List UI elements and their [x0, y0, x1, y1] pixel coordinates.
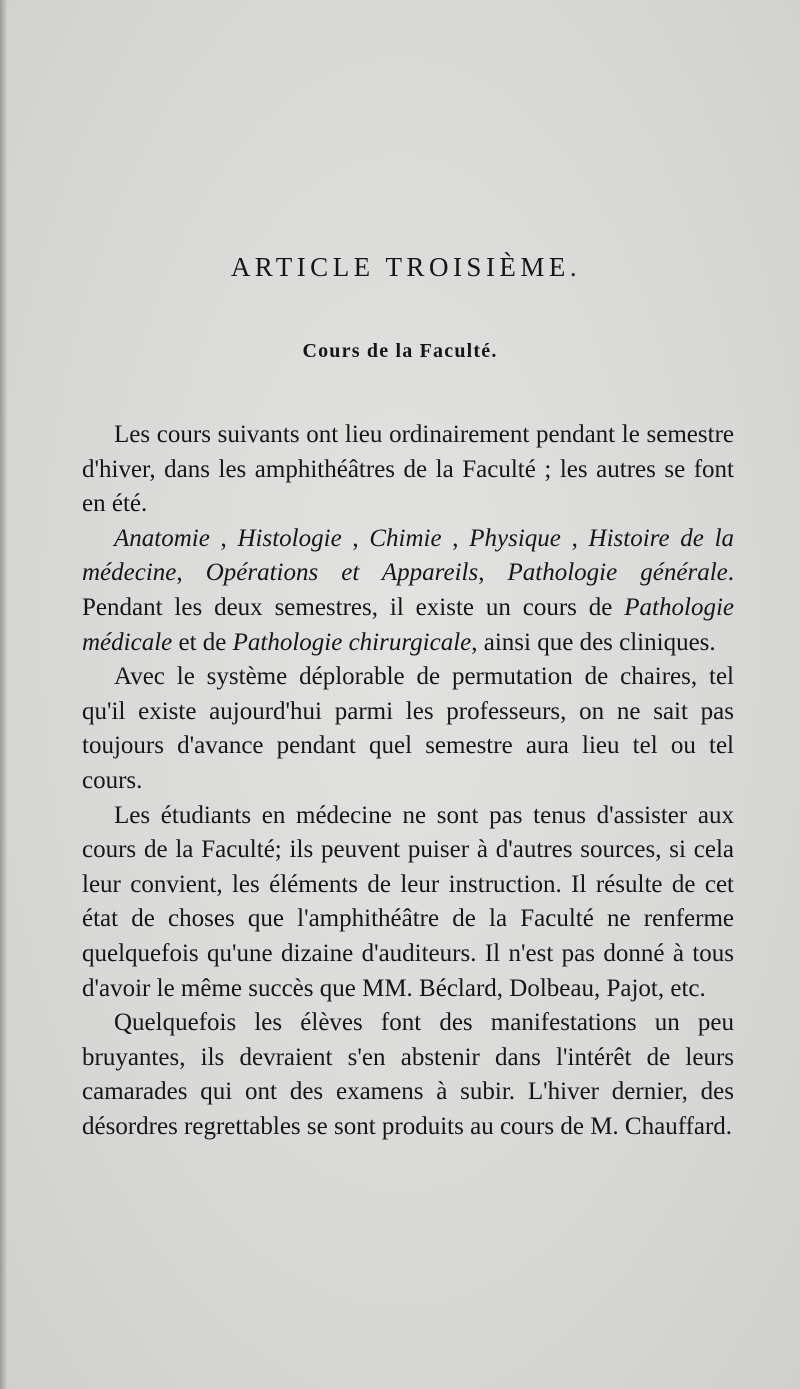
- paragraph-5: Quelquefois les élèves font des manifestations un peu bruyantes, ils devraient s'en abstenir dans l'intérêt de leurs camarades qui ont des examens à subir. L'hiver dernier, des désordres regrettables se sont produits au cours de M. Chauffard.: [82, 1009, 734, 1140]
- paragraph-2: Anatomie , Histologie , Chimie , Physique , Histoire de la médecine, Opérations et Appareils, Pathologie générale. Pendant les deux semestres, il existe un cours de Pathologie médicale et de Pathologie chirurgicale, ainsi que des cliniques.: [82, 524, 735, 656]
- paragraph-4: Les étudiants en médecine ne sont pas tenus d'assister aux cours de la Faculté; ils peuvent puiser à d'autres sources, si cela leur convient, les éléments de leur instruction. Il résulte de cet état de choses que l'amphithéâtre de la Faculté ne renferme quelquefois qu'une dizaine d'auditeurs. Il n'est pas donné à tous d'avoir le même succès que MM. Béclard, Dolbeau, Pajot, etc.: [82, 801, 734, 1002]
- course-physique: Physique: [469, 524, 561, 552]
- course-histologie: Histologie: [237, 524, 342, 552]
- article-title: ARTICLE TROISIÈME.: [230, 252, 582, 282]
- paragraph-2-text-b: et de: [172, 628, 233, 656]
- body-text: [82, 418, 734, 1144]
- paragraph-2-text-a: . Pendant les deux semestres, il existe un cours de: [82, 559, 734, 621]
- paragraph-3: Avec le système déplorable de permutation de chaires, tel qu'il existe aujourd'hui parmi les professeurs, on ne sait pas toujours d'avance pendant quel semestre aura lieu tel ou tel cours.: [82, 663, 734, 794]
- course-pathologie-chirurgicale: Pathologie chirurgicale: [232, 628, 472, 656]
- course-operations: Opérations et Appareils: [205, 559, 479, 587]
- course-pathologie-generale: Pathologie générale: [507, 559, 728, 587]
- paragraph-2-text-c: , ainsi que des cliniques.: [471, 628, 716, 656]
- section-heading: Cours de la Faculté.: [302, 340, 498, 362]
- course-pathologie-medicale: Pathologie médicale: [82, 593, 734, 656]
- paragraph-1: Les cours suivants ont lieu ordinairement pendant le semestre d'hiver, dans les amphithéâtres de la Faculté ; les autres se font en été.: [82, 421, 734, 518]
- course-anatomie: Anatomie: [114, 524, 210, 552]
- course-histoire: Histoire de la médecine: [82, 524, 735, 587]
- page-edge-shadow: [0, 0, 7, 1389]
- course-chimie: Chimie: [369, 524, 442, 552]
